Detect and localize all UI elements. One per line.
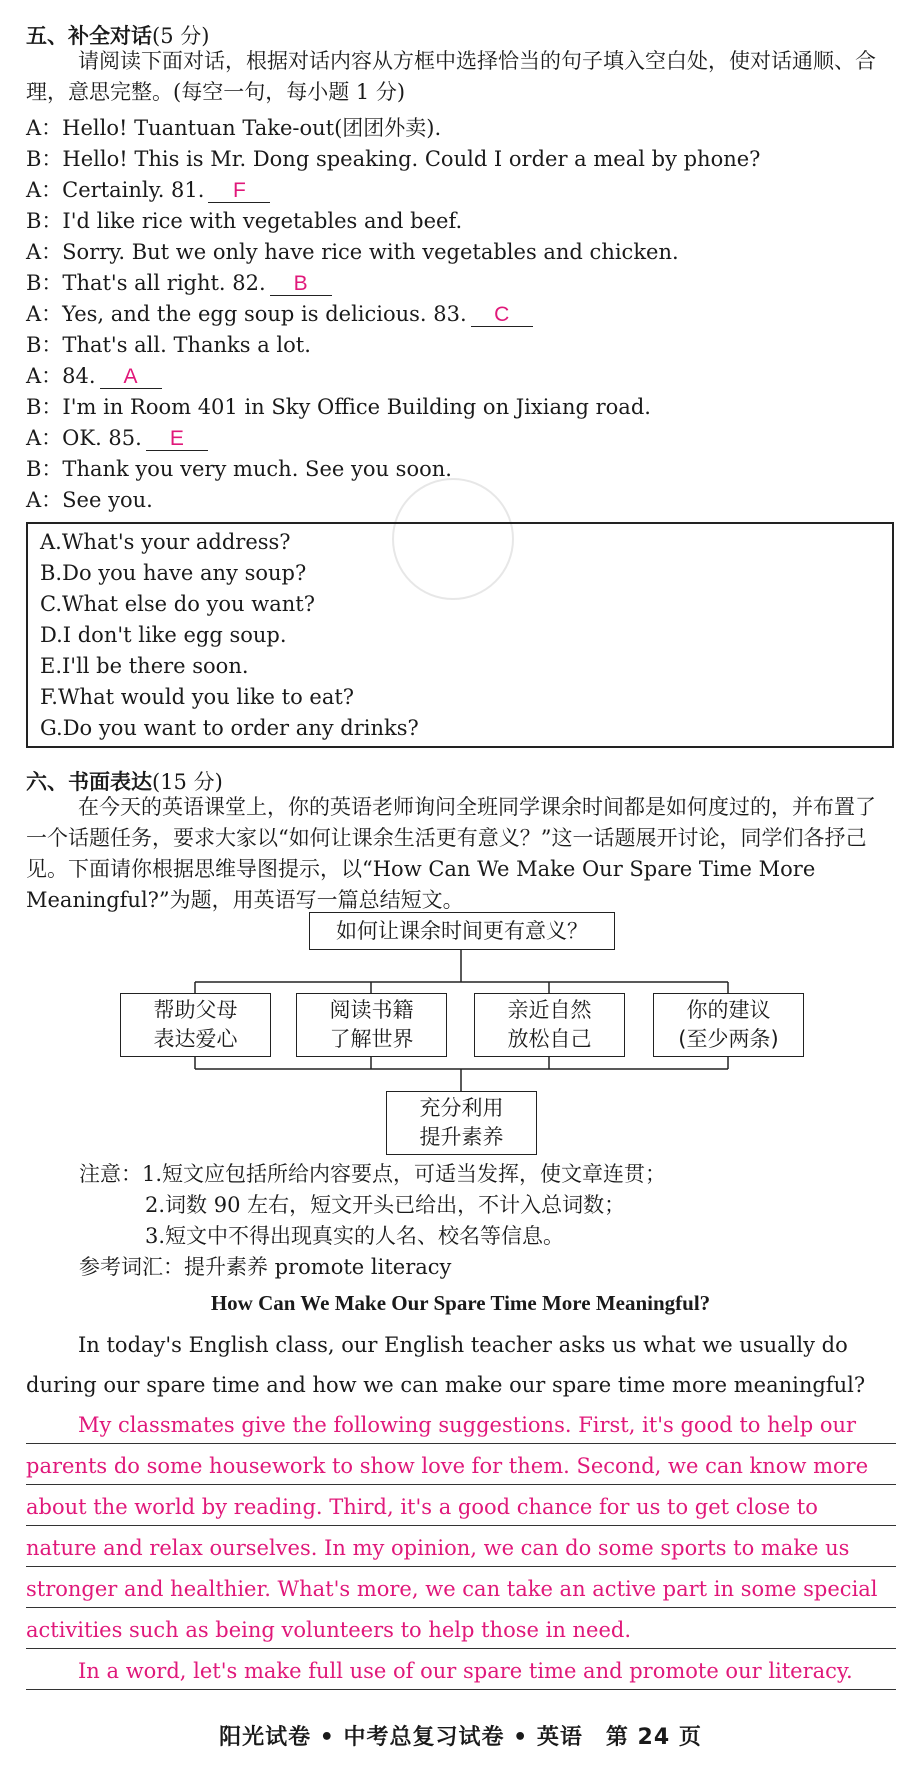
answer-blank-82[interactable]: B [270,273,332,296]
note-1: 注意：1.短文应包括所给内容要点，可适当发挥，使文章连贯； [79,1162,667,1186]
dialogue-text: A：Sorry. But we only have rice with vegetables and chicken. [26,240,679,264]
dialogue-text: A：OK. 85. [26,426,142,450]
essay-answer-line: stronger and healthier. What's more, we can take an active part in some special [26,1577,878,1601]
section6-instructions: 在今天的英语课堂上，你的英语老师询问全班同学课余时间都是如何度过的，并布置了一个话题任务，要求大家以“如何让课余生活更有意义？”这一话题展开讨论，同学们各抒己见。下面请你根据思维导图提示，以“How Can We Make Our Spare Time More Meaningful?”为题，用英语写一篇总结短文。 [26,795,876,912]
dialogue-text: A：84. [26,364,96,388]
answer-rule [26,1689,896,1690]
dialogue-text: A：Certainly. 81. [26,178,205,202]
option-item: C.What else do you want? [40,592,315,616]
answer-blank-83[interactable]: C [471,304,533,327]
mindmap-branch-help-parents: 帮助父母 表达爱心 [120,993,271,1057]
dialogue-text: A：See you. [26,488,153,512]
answer-rule [26,1607,896,1608]
section6-title: 六、书面表达(15 分) [26,770,223,794]
note-2: 2.词数 90 左右，短文开头已给出，不计入总词数； [145,1193,626,1217]
option-item: E.I'll be there soon. [40,654,249,678]
dialogue-text: B：I'm in Room 401 in Sky Office Building on Jixiang road. [26,395,651,419]
answer-rule [26,1525,896,1526]
essay-start-line-1: In today's English class, our English teacher asks us what we usually do [78,1333,848,1357]
answer-blank-85[interactable]: E [146,428,208,451]
dialogue-text: A：Yes, and the egg soup is delicious. 83. [26,302,467,326]
section5-instructions: 请阅读下面对话，根据对话内容从方框中选择恰当的句子填入空白处，使对话通顺、合理，意思完整。(每空一句，每小题 1 分) [26,49,876,104]
option-item: G.Do you want to order any drinks? [40,716,419,740]
answer-rule [26,1484,896,1485]
answer-rule [26,1566,896,1567]
essay-answer-line: about the world by reading. Third, it's a good chance for us to get close to [26,1495,818,1519]
page-footer: 阳光试卷 • 中考总复习试卷 • 英语 第 24 页 [219,1725,702,1750]
essay-answer-line: In a word, let's make full use of our spare time and promote our literacy. [78,1659,853,1683]
dialogue-text: B：That's all. Thanks a lot. [26,333,311,357]
dialogue-text: B：Hello! This is Mr. Dong speaking. Could I order a meal by phone? [26,147,761,171]
option-item: F.What would you like to eat? [40,685,355,709]
essay-start-line-2: during our spare time and how we can make our spare time more meaningful? [26,1373,866,1397]
dialogue-text: B：That's all right. 82. [26,271,266,295]
dialogue-text: A：Hello! Tuantuan Take-out(团团外卖). [26,116,442,140]
note-3: 3.短文中不得出现真实的人名、校名等信息。 [145,1224,565,1248]
mindmap-branch-suggestions: 你的建议 (至少两条) [653,993,804,1057]
mindmap-bottom: 充分利用 提升素养 [386,1091,537,1155]
option-item: D.I don't like egg soup. [40,623,287,647]
essay-answer-line: activities such as being volunteers to help those in need. [26,1618,632,1642]
answer-blank-81[interactable]: F [208,180,270,203]
mindmap-root: 如何让课余时间更有意义？ [309,912,615,950]
essay-title: How Can We Make Our Spare Time More Meaningful? [210,1291,711,1315]
vocab-hint: 参考词汇：提升素养 promote literacy [79,1255,452,1279]
section5-title: 五、补全对话(5 分) [26,24,210,48]
option-item: B.Do you have any soup? [40,561,307,585]
essay-answer-line: My classmates give the following suggestions. First, it's good to help our [78,1413,857,1437]
option-item: A.What's your address? [40,530,291,554]
dialogue-text: B：Thank you very much. See you soon. [26,457,452,481]
answer-rule [26,1648,896,1649]
essay-answer-line: parents do some housework to show love for them. Second, we can know more [26,1454,869,1478]
dialogue-text: B：I'd like rice with vegetables and beef. [26,209,463,233]
answer-blank-84[interactable]: A [100,366,162,389]
essay-answer-line: nature and relax ourselves. In my opinion, we can do some sports to make us [26,1536,850,1560]
mindmap-branch-nature: 亲近自然 放松自己 [474,993,625,1057]
answer-rule [26,1443,896,1444]
mindmap-branch-reading: 阅读书籍 了解世界 [296,993,447,1057]
